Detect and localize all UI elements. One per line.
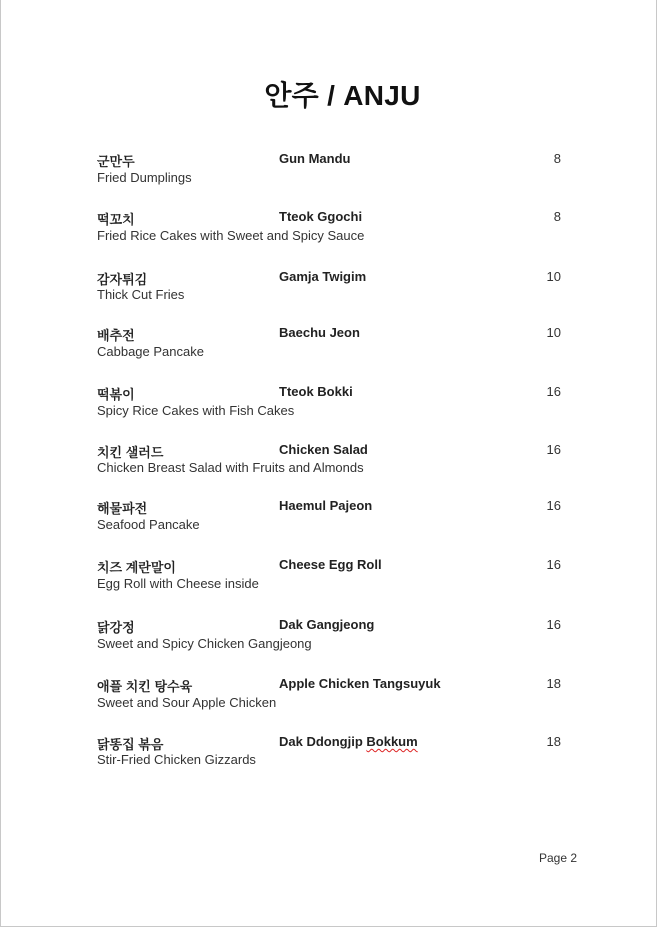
korean-name: 감자튀김 <box>97 272 148 287</box>
description: Spicy Rice Cakes with Fish Cakes <box>97 403 295 418</box>
korean-name: 군만두 <box>97 154 135 169</box>
menu-item-haemul-pajeon <box>97 498 567 540</box>
price: 16 <box>546 384 561 399</box>
menu-item-dak-ddongjip-bokkum <box>97 734 567 776</box>
korean-name: 떡꼬치 <box>97 212 135 227</box>
description: Fried Rice Cakes with Sweet and Spicy Sauce <box>97 228 365 243</box>
korean-name: 해물파전 <box>97 501 148 516</box>
price: 16 <box>546 557 561 572</box>
english-name: Dak Gangjeong <box>279 617 375 632</box>
description: Sweet and Sour Apple Chicken <box>97 695 277 710</box>
english-name: Tteok Ggochi <box>279 209 363 224</box>
english-name: Baechu Jeon <box>279 325 360 340</box>
description: Egg Roll with Cheese inside <box>97 576 259 591</box>
page-title: 안주 / ANJU <box>264 80 421 111</box>
korean-name: 치즈 계란말이 <box>97 560 176 575</box>
menu-item-apple-chicken-tangsuyuk <box>97 676 567 718</box>
price: 8 <box>553 151 561 166</box>
description: Seafood Pancake <box>97 517 200 532</box>
price: 16 <box>546 442 561 457</box>
price: 18 <box>546 676 561 691</box>
english-name-main: Dak Ddongjip <box>279 734 367 749</box>
korean-name: 치킨 샐러드 <box>97 445 164 460</box>
price: 10 <box>546 269 561 284</box>
description: Stir-Fried Chicken Gizzards <box>97 752 256 767</box>
spellcheck-flagged-word: Bokkum <box>366 734 418 749</box>
price: 16 <box>546 498 561 513</box>
english-name: Tteok Bokki <box>279 384 353 399</box>
menu-item-tteok-bokki <box>97 384 567 426</box>
korean-name: 떡볶이 <box>97 387 135 402</box>
english-name: Gamja Twigim <box>279 269 367 284</box>
price: 8 <box>553 209 561 224</box>
menu-item-gun-mandu <box>97 151 567 193</box>
description: Chicken Breast Salad with Fruits and Almonds <box>97 460 364 475</box>
description: Fried Dumplings <box>97 170 192 185</box>
english-name: Haemul Pajeon <box>279 498 373 513</box>
english-name: Apple Chicken Tangsuyuk <box>279 676 441 691</box>
english-name: Gun Mandu <box>279 151 351 166</box>
english-name: Chicken Salad <box>279 442 368 457</box>
english-name <box>279 734 418 749</box>
korean-name: 닭강정 <box>97 620 135 635</box>
description: Cabbage Pancake <box>97 344 204 359</box>
menu-item-cheese-egg-roll <box>97 557 567 599</box>
page-number: Page 2 <box>539 851 578 865</box>
menu-item-baechu-jeon <box>97 325 567 367</box>
korean-name: 애플 치킨 탕수육 <box>97 679 193 694</box>
menu-item-tteok-ggochi <box>97 209 567 251</box>
english-name: Cheese Egg Roll <box>279 557 382 572</box>
korean-name: 닭똥집 볶음 <box>97 737 164 752</box>
menu-item-gamja-twigim <box>97 269 567 311</box>
price: 16 <box>546 617 561 632</box>
price: 10 <box>546 325 561 340</box>
korean-name: 배추전 <box>97 328 135 343</box>
menu-item-dak-gangjeong <box>97 617 567 659</box>
menu-item-chicken-salad <box>97 442 567 484</box>
price: 18 <box>546 734 561 749</box>
description: Thick Cut Fries <box>97 287 185 302</box>
description: Sweet and Spicy Chicken Gangjeong <box>97 636 312 651</box>
